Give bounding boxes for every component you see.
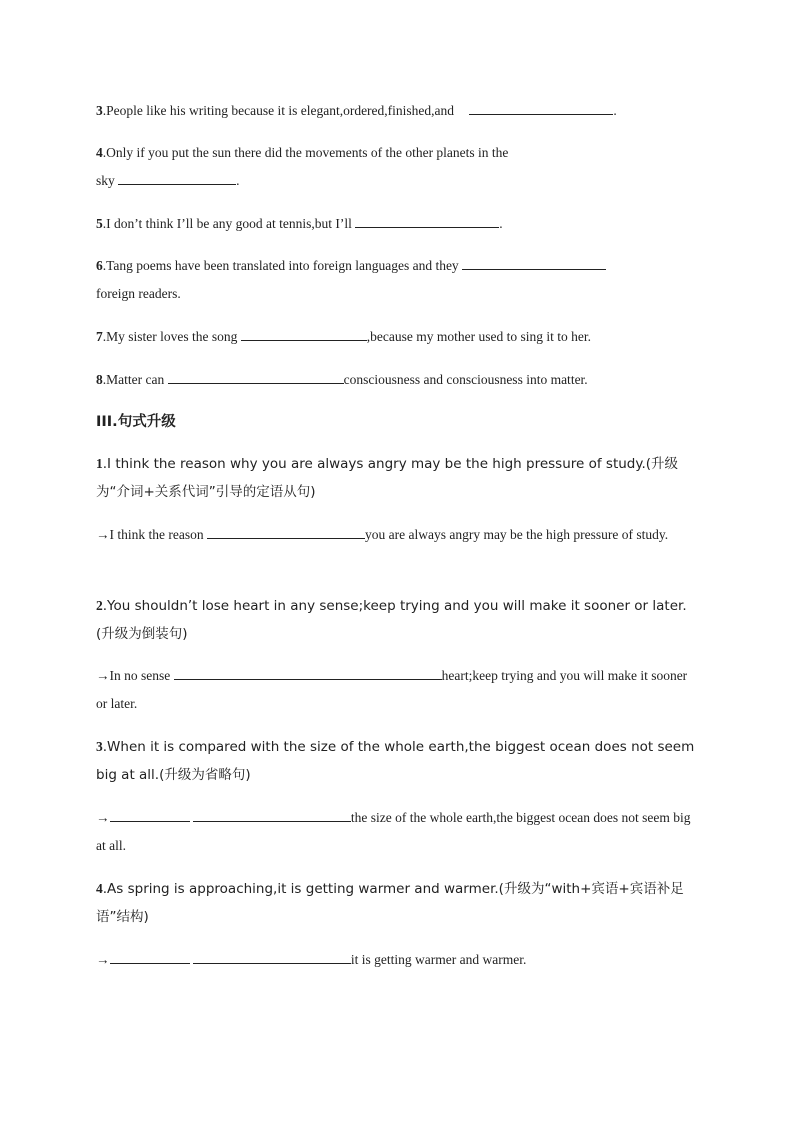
item-text: .Only if you put the sun there did the movements of the other planets in the — [102, 145, 509, 160]
answer-blank-1[interactable] — [110, 948, 190, 964]
fill-in-item-4 — [96, 139, 700, 195]
answer-suffix: the size of the whole earth,the biggest ocean does not seem big at all. — [96, 810, 691, 853]
answer-suffix: heart;keep trying and you will make it sooner or later. — [96, 668, 688, 711]
item-number: 4 — [96, 145, 103, 160]
rewrite-answer-1 — [96, 521, 700, 549]
answer-blank[interactable] — [168, 368, 344, 384]
item-text: .Matter can — [102, 372, 165, 387]
rewrite-answer-4 — [96, 946, 700, 974]
answer-blank-2[interactable] — [193, 806, 351, 822]
rewrite-answer-3 — [96, 804, 700, 860]
item-end: . — [236, 173, 240, 188]
fill-in-item-3 — [96, 97, 700, 125]
rewrite-item-2 — [96, 592, 700, 648]
item-text: .My sister loves the song — [102, 329, 238, 344]
item-number: 2 — [96, 598, 103, 613]
answer-blank[interactable] — [462, 254, 606, 270]
fill-in-item-5 — [96, 210, 700, 238]
item-number: 6 — [96, 258, 103, 273]
item-text: .I don’t think I’ll be any good at tennis,but I’ll — [102, 216, 352, 231]
answer-blank-1[interactable] — [110, 806, 190, 822]
rewrite-item-4 — [96, 875, 700, 931]
answer-blank-2[interactable] — [193, 948, 351, 964]
answer-prefix: →In no sense — [96, 668, 171, 683]
item-text: .I think the reason why you are always angry may be the high pressure of study.(升级为“介词+关系代词”引导的定语从句) — [96, 456, 678, 500]
item-end: . — [499, 216, 503, 231]
section-heading — [96, 408, 700, 436]
answer-blank[interactable] — [207, 523, 365, 539]
item-end: consciousness and consciousness into matter. — [343, 372, 588, 387]
item-text-line2: foreign readers. — [96, 286, 181, 301]
item-number: 7 — [96, 329, 103, 344]
item-number: 4 — [96, 881, 103, 896]
answer-prefix: → — [96, 952, 110, 967]
answer-prefix: → — [96, 810, 110, 825]
item-number: 3 — [96, 103, 103, 118]
item-end: ,because my mother used to sing it to her. — [366, 329, 591, 344]
item-number: 1 — [96, 456, 103, 471]
answer-suffix: it is getting warmer and warmer. — [350, 952, 527, 967]
fill-in-item-7 — [96, 323, 700, 351]
section-title: III.句式升级 — [96, 414, 176, 430]
item-text: .You shouldn’t lose heart in any sense;keep trying and you will make it sooner or later.(升级为倒装句) — [96, 598, 687, 642]
answer-blank[interactable] — [469, 99, 613, 115]
item-text-line2: sky — [96, 173, 115, 188]
fill-in-item-8 — [96, 366, 700, 394]
rewrite-answer-2 — [96, 662, 700, 718]
item-text: .Tang poems have been translated into foreign languages and they — [102, 258, 459, 273]
answer-blank[interactable] — [355, 212, 499, 228]
item-end: . — [613, 103, 617, 118]
fill-in-item-6 — [96, 252, 700, 308]
answer-blank[interactable] — [118, 169, 236, 185]
item-text: .When it is compared with the size of the whole earth,the biggest ocean does not seem big at all.(升级为省略句) — [96, 739, 695, 783]
item-number: 3 — [96, 739, 103, 754]
item-number: 8 — [96, 372, 103, 387]
answer-blank[interactable] — [174, 664, 442, 680]
rewrite-item-1 — [96, 450, 700, 506]
answer-suffix: you are always angry may be the high pressure of study. — [364, 527, 669, 542]
answer-blank[interactable] — [241, 325, 367, 341]
item-text: .People like his writing because it is elegant,ordered,finished,and — [102, 103, 455, 118]
rewrite-item-3 — [96, 733, 700, 789]
item-number: 5 — [96, 216, 103, 231]
item-text: .As spring is approaching,it is getting warmer and warmer.(升级为“with+宾语+宾语补足语”结构) — [96, 881, 684, 925]
answer-prefix: →I think the reason — [96, 527, 204, 542]
